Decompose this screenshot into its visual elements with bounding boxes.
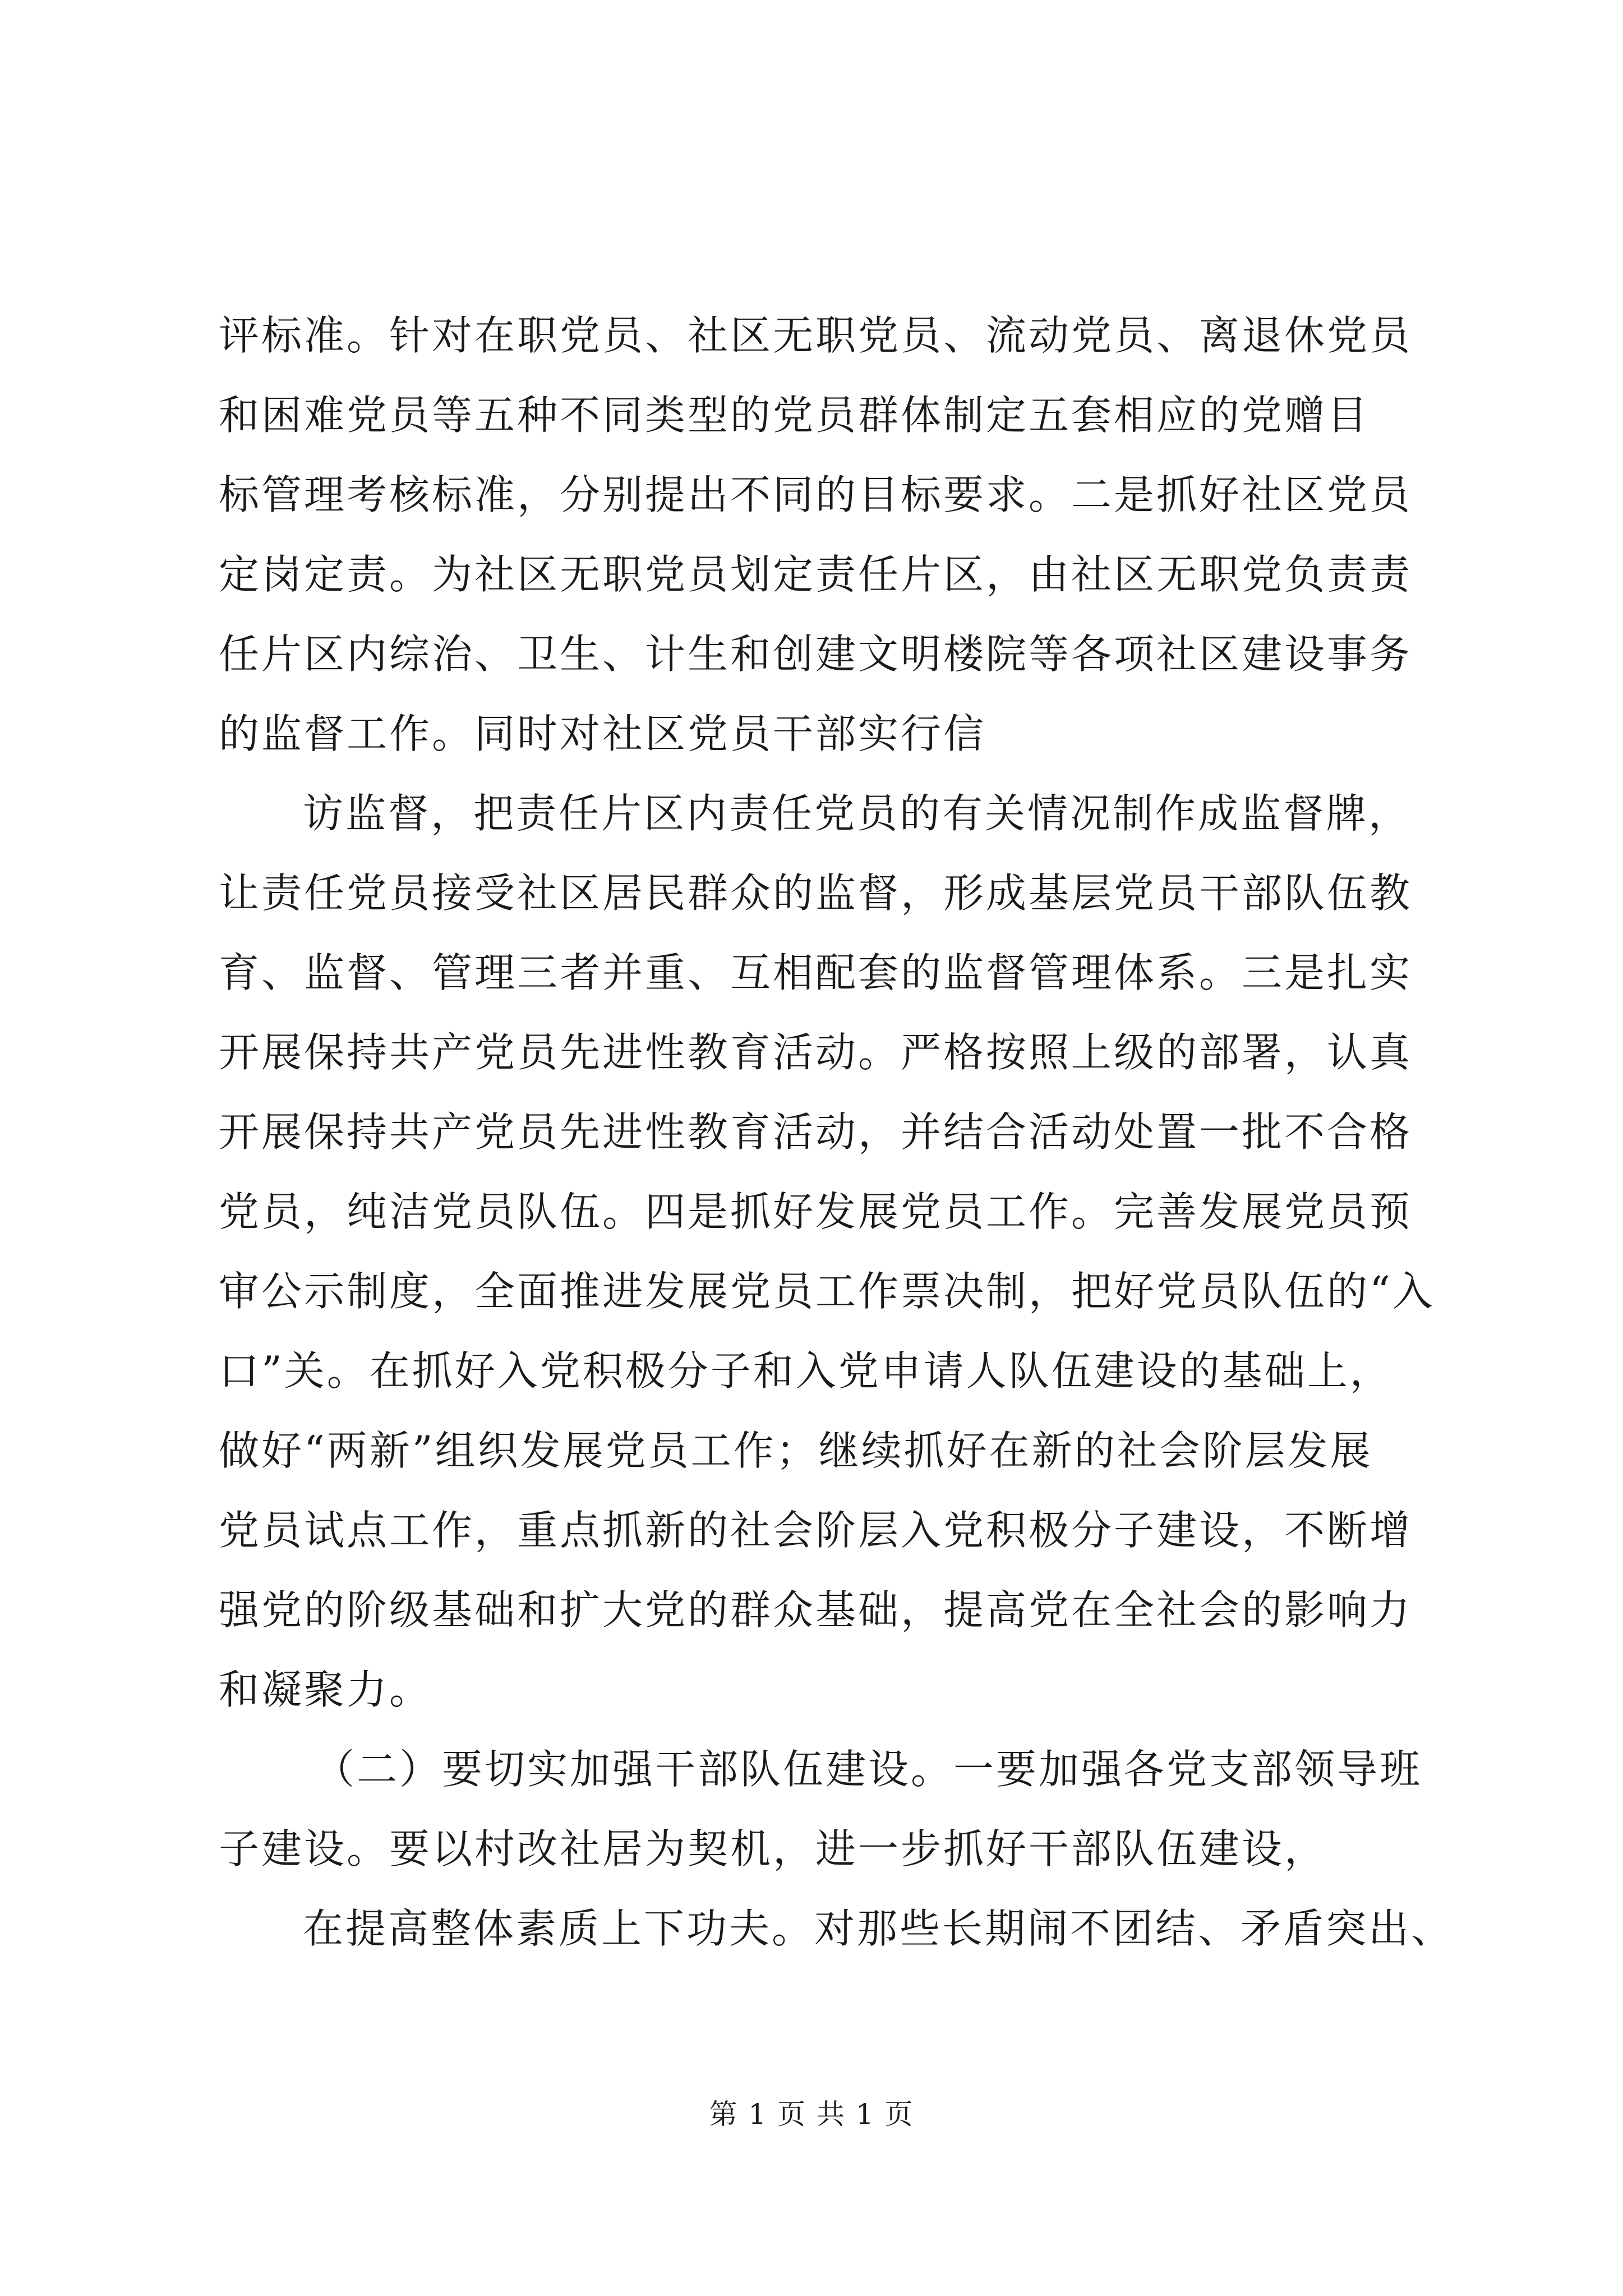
text-line: 和凝聚力。	[219, 1666, 432, 1713]
page-number-footer: 第 1 页 共 1 页	[709, 2098, 914, 2131]
text-line: 党员，纯洁党员队伍。四是抓好发展党员工作。完善发展党员预	[219, 1188, 1413, 1235]
text-line: 任片区内综治、卫生、计生和创建文明楼院等各项社区建设事务	[219, 631, 1413, 678]
text-line: 口”关。在抓好入党积极分子和入党申请人队伍建设的基础上，	[219, 1347, 1393, 1395]
text-line: 和困难党员等五种不同类型的党员群体制定五套相应的党赠目	[219, 392, 1370, 439]
text-line: 开展保持共产党员先进性教育活动。严格按照上级的部署，认真	[219, 1029, 1413, 1076]
text-line: 开展保持共产党员先进性教育活动，并结合活动处置一批不合格	[219, 1108, 1413, 1156]
text-line: （二）要切实加强干部队伍建设。一要加强各党支部领导班	[314, 1746, 1423, 1793]
text-line: 访监督，把责任片区内责任党员的有关情况制作成监督牌，	[303, 790, 1412, 837]
text-line: 党员试点工作，重点抓新的社会阶层入党积极分子建设，不断增	[219, 1507, 1413, 1554]
text-line: 在提高整体素质上下功夫。对那些长期闹不团结、矛盾突出、	[303, 1905, 1454, 1952]
text-line: 育、监督、管理三者并重、互相配套的监督管理体系。三是扎实	[219, 949, 1413, 996]
text-line: 的监督工作。同时对社区党员干部实行信	[219, 710, 986, 757]
text-line: 做好“两新”组织发展党员工作；继续抓好在新的社会阶层发展	[219, 1427, 1373, 1474]
text-line: 评标准。针对在职党员、社区无职党员、流动党员、离退休党员	[219, 312, 1413, 359]
text-line: 标管理考核标准，分别提出不同的目标要求。二是抓好社区党员	[219, 471, 1413, 518]
text-line: 定岗定责。为社区无职党员划定责任片区，由社区无职党负责责	[219, 551, 1413, 598]
text-line: 让责任党员接受社区居民群众的监督，形成基层党员干部队伍教	[219, 869, 1413, 917]
text-line: 审公示制度，全面推进发展党员工作票决制，把好党员队伍的“入	[219, 1268, 1435, 1315]
text-line: 子建设。要以村改社居为契机，进一步抓好干部队伍建设，	[219, 1825, 1327, 1872]
text-line: 强党的阶级基础和扩大党的群众基础，提高党在全社会的影响力	[219, 1586, 1413, 1634]
